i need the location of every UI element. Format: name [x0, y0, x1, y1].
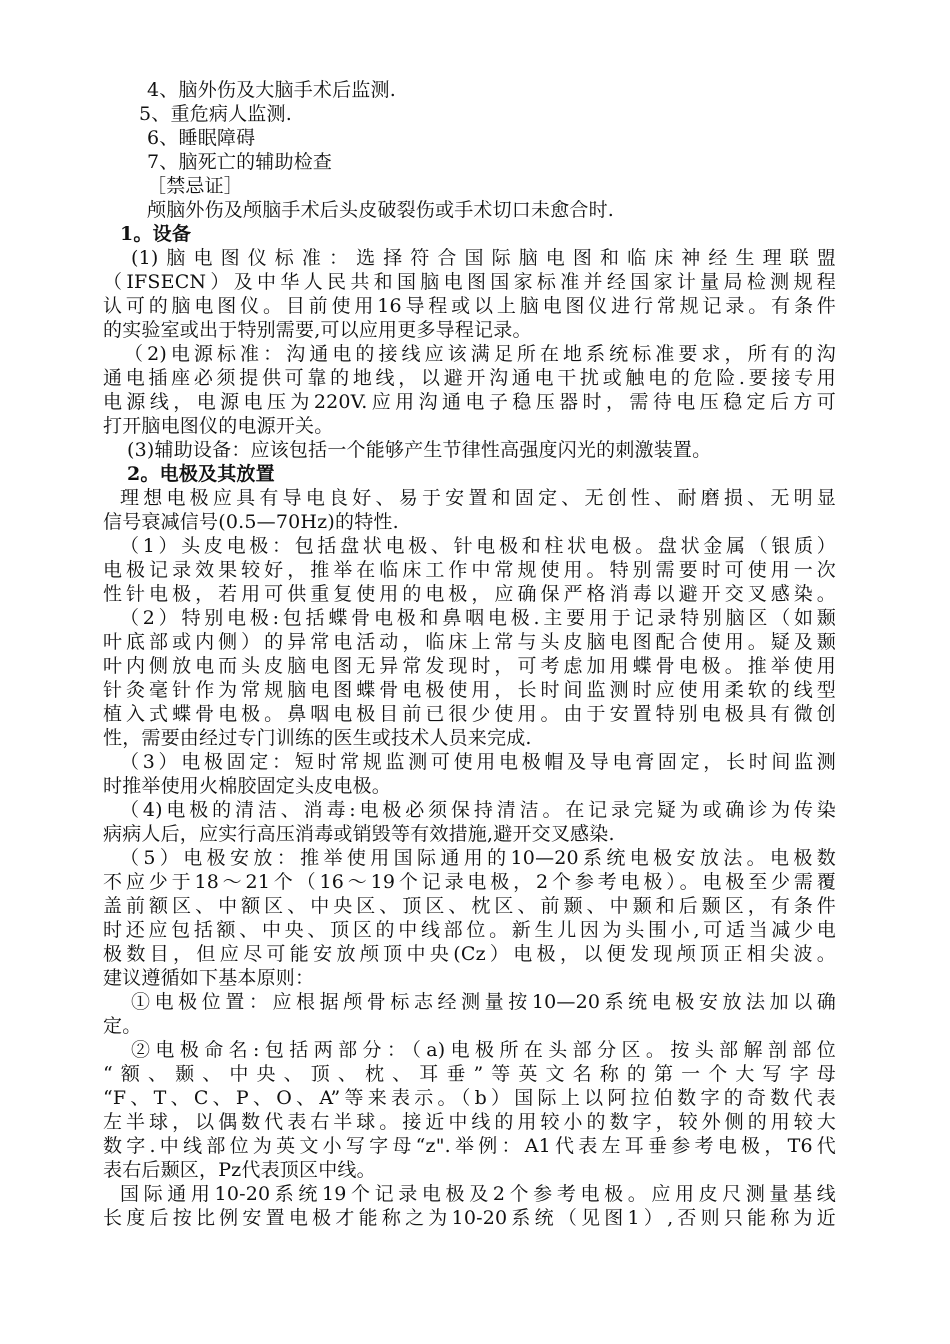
paragraph-line: ②电极命名:包括两部分：（a)电极所在头部分区。按头部解剖部位 — [131, 1039, 836, 1061]
paragraph-line: (1)脑电图仪标准：选择符合国际脑电图和临床神经生理联盟 — [131, 247, 836, 269]
paragraph-line: 认可的脑电图仪。目前使用16导程或以上脑电图仪进行常规记录。有条件 — [103, 295, 836, 317]
paragraph-line: 电极记录效果较好，推举在临床工作中常规使用。特别需要时可使用一次 — [103, 559, 836, 581]
paragraph-line: 时还应包括额、中央、顶区的中线部位。新生儿因为头围小,可适当减少电 — [103, 919, 836, 941]
paragraph-line: （IFSECN）及中华人民共和国脑电图国家标准并经国家计量局检测规程 — [103, 271, 836, 293]
paragraph-line: 左半球，以偶数代表右半球。接近中线的用较小的数字，较外侧的用较大 — [103, 1111, 836, 1133]
paragraph-line: 针灸毫针作为常规脑电图蝶骨电极使用，长时间监测时应使用柔软的线型 — [103, 679, 836, 701]
paragraph-line: 病病人后，应实行高压消毒或销毁等有效措施,避开交叉感染. — [103, 823, 615, 845]
paragraph-line: （3）电极固定：短时常规监测可使用电极帽及导电膏固定，长时间监测 — [120, 751, 836, 773]
contraindication-text: 颅脑外伤及颅脑手术后头皮破裂伤或手术切口未愈合时. — [147, 199, 615, 221]
paragraph-line: 植入式蝶骨电极。鼻咽电极目前已很少使用。由于安置特别电极具有微创 — [103, 703, 836, 725]
section-heading-equipment: 1。设备 — [120, 223, 192, 245]
paragraph-line: （5）电极安放：推举使用国际通用的10—20系统电极安放法。电极数 — [120, 847, 836, 869]
indication-item-5: 5、重危病人监测. — [139, 103, 292, 125]
paragraph-line: 不应少于18～21个（16～19个记录电极，2个参考电极）。电极至少需覆 — [103, 871, 836, 893]
paragraph-line: 盖前额区、中额区、中央区、顶区、枕区、前颞、中颞和后颞区，有条件 — [103, 895, 836, 917]
paragraph-line: 国际通用10-20系统19个记录电极及2个参考电极。应用皮尺测量基线 — [120, 1183, 836, 1205]
paragraph-line: （2）特别电极:包括蝶骨电极和鼻咽电极.主要用于记录特别脑区（如颞 — [120, 607, 836, 629]
paragraph-line: 叶底部或内侧）的异常电活动，临床上常与头皮脑电图配合使用。疑及颞 — [103, 631, 836, 653]
paragraph-line: 表右后颞区，Pz代表顶区中线。 — [103, 1159, 376, 1181]
paragraph-line: 极数目，但应尽可能安放颅顶中央(Cz）电极，以便发现颅顶正相尖波。 — [103, 943, 836, 965]
indication-item-4: 4、脑外伤及大脑手术后监测. — [147, 79, 396, 101]
paragraph-line: 通电插座必须提供可靠的地线，以避开沟通电干扰或触电的危险.要接专用 — [103, 367, 836, 389]
contraindication-heading: ［禁忌证］ — [147, 175, 244, 197]
paragraph-line: 长度后按比例安置电极才能称之为10-20系统（见图1）,否则只能称为近 — [103, 1207, 836, 1229]
paragraph-line: 电源线，电源电压为220V.应用沟通电子稳压器时，需待电压稳定后方可 — [103, 391, 836, 413]
paragraph-line: 的实验室或出于特别需要,可以应用更多导程记录。 — [103, 319, 532, 341]
paragraph-line: 叶内侧放电而头皮脑电图无异常发现时，可考虑加用蝶骨电极。推举使用 — [103, 655, 836, 677]
paragraph-line: 信号衰减信号(0.5—70Hz)的特性. — [103, 511, 399, 533]
section-heading-electrodes: 2。电极及其放置 — [127, 463, 275, 485]
paragraph-line: “F、T、C、P、O、A”等来表示。（b）国际上以阿拉伯数字的奇数代表 — [103, 1087, 836, 1109]
paragraph-line: 建议遵循如下基本原则： — [103, 967, 315, 989]
paragraph-line: 定。 — [103, 1015, 142, 1037]
paragraph-line: (3)辅助设备：应该包括一个能够产生节律性高强度闪光的刺激装置。 — [127, 439, 712, 461]
paragraph-line: 性针电极，若用可供重复使用的电极，应确保严格消毒以避开交叉感染。 — [103, 583, 836, 605]
paragraph-line: （1）头皮电极：包括盘状电极、针电极和柱状电极。盘状金属（银质） — [120, 535, 836, 557]
paragraph-line: （2)电源标准：沟通电的接线应该满足所在地系统标准要求，所有的沟 — [124, 343, 836, 365]
indication-item-7: 7、脑死亡的辅助检查 — [147, 151, 333, 173]
indication-item-6: 6、睡眠障碍 — [147, 127, 256, 149]
paragraph-line: 理想电极应具有导电良好、易于安置和固定、无创性、耐磨损、无明显 — [120, 487, 836, 509]
paragraph-line: 性，需要由经过专门训练的医生或技术人员来完成. — [103, 727, 532, 749]
paragraph-line: ①电极位置：应根据颅骨标志经测量按10—20系统电极安放法加以确 — [131, 991, 836, 1013]
paragraph-line: 数字.中线部位为英文小写字母“z".举例：A1代表左耳垂参考电极，T6代 — [103, 1135, 836, 1157]
paragraph-line: 打开脑电图仪的电源开关。 — [103, 415, 334, 437]
paragraph-line: （4)电极的清洁、消毒:电极必须保持清洁。在记录完疑为或确诊为传染 — [120, 799, 836, 821]
paragraph-line: 时推举使用火棉胶固定头皮电极。 — [103, 775, 392, 797]
paragraph-line: “额、颞、中央、顶、枕、耳垂”等英文名称的第一个大写字母 — [103, 1063, 836, 1085]
